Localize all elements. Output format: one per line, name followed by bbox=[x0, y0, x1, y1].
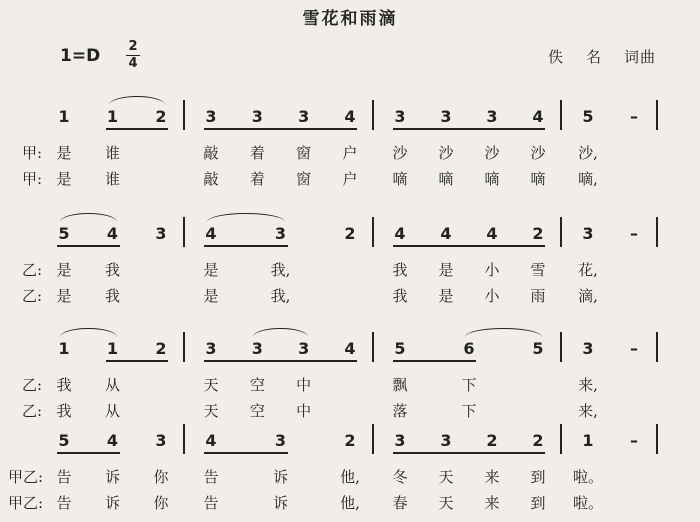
note: 5 bbox=[58, 431, 70, 450]
lyric-syllable: 是 bbox=[203, 261, 219, 279]
lyric-syllable: 敲 bbox=[203, 144, 219, 162]
lyric-syllable: 诉 bbox=[104, 468, 121, 486]
lyric-syllable: 沙, bbox=[578, 144, 598, 162]
note: 3 bbox=[394, 107, 406, 126]
note: 1 bbox=[582, 431, 594, 450]
note: 4 bbox=[205, 224, 217, 243]
lyric-syllable: 谁 bbox=[104, 170, 121, 188]
note: 3 bbox=[298, 339, 310, 358]
lyric-syllable: 是 bbox=[438, 261, 454, 279]
lyric-syllable: 户 bbox=[342, 170, 358, 188]
slur bbox=[60, 213, 117, 222]
lyric-syllable: 下 bbox=[461, 402, 477, 420]
lyric-syllable: 是 bbox=[203, 287, 219, 305]
note: 1 bbox=[106, 107, 119, 126]
note: 1 bbox=[58, 339, 70, 358]
lyric-syllable: 从 bbox=[104, 376, 121, 394]
time-signature-denominator: 4 bbox=[128, 56, 138, 71]
lyric-syllable: 是 bbox=[438, 287, 454, 305]
lyric-syllable: 我 bbox=[392, 287, 408, 305]
lyric-syllable: 我 bbox=[56, 402, 72, 420]
note: – bbox=[630, 224, 638, 243]
note: 1 bbox=[106, 339, 119, 358]
slur bbox=[253, 328, 307, 337]
note: 3 bbox=[582, 339, 594, 358]
lyric-syllable: 飘 bbox=[392, 376, 408, 394]
lyric-syllable: 告 bbox=[56, 468, 72, 486]
lyric-syllable: 沙 bbox=[392, 144, 408, 162]
lyric-syllable: 你 bbox=[153, 468, 169, 486]
note: 3 bbox=[274, 431, 287, 450]
credits bbox=[548, 46, 656, 67]
note: 3 bbox=[251, 107, 263, 126]
eighth-note-beam bbox=[57, 452, 120, 454]
lyric-speaker: 甲乙: bbox=[8, 494, 44, 512]
lyric-speaker: 乙: bbox=[22, 287, 43, 305]
lyric-syllable: 我 bbox=[104, 287, 121, 305]
lyric-syllable: 告 bbox=[203, 494, 219, 512]
note: 4 bbox=[106, 224, 119, 243]
slur bbox=[109, 96, 166, 105]
lyric-syllable: 嘀 bbox=[484, 170, 500, 188]
slur bbox=[207, 213, 285, 222]
lyric-syllable: 中 bbox=[296, 402, 312, 420]
eighth-note-beam bbox=[204, 245, 288, 247]
lyric-syllable: 沙 bbox=[530, 144, 546, 162]
note: 2 bbox=[344, 431, 356, 450]
note: 4 bbox=[486, 224, 498, 243]
lyric-syllable: 是 bbox=[56, 261, 72, 279]
note: 3 bbox=[205, 107, 217, 126]
lyric-speaker: 甲: bbox=[22, 144, 43, 162]
lyric-syllable: 我 bbox=[104, 261, 121, 279]
bar-line bbox=[372, 332, 374, 362]
lyric-syllable: 天 bbox=[438, 494, 454, 512]
lyric-syllable: 花, bbox=[578, 261, 598, 279]
lyric-syllable: 来, bbox=[578, 376, 598, 394]
note: 4 bbox=[205, 431, 217, 450]
time-signature-numerator: 2 bbox=[128, 39, 138, 54]
bar-line bbox=[183, 424, 185, 454]
lyric-syllable: 我, bbox=[270, 261, 291, 279]
note: 3 bbox=[274, 224, 287, 243]
lyric-syllable: 诉 bbox=[272, 494, 289, 512]
lyric-syllable: 我, bbox=[270, 287, 291, 305]
lyric-syllable: 着 bbox=[249, 170, 265, 188]
lyric-syllable: 到 bbox=[530, 494, 546, 512]
lyric-syllable: 来 bbox=[484, 468, 500, 486]
lyric-syllable: 是 bbox=[56, 144, 72, 162]
lyric-speaker: 乙: bbox=[22, 261, 43, 279]
lyric-syllable: 中 bbox=[296, 376, 312, 394]
lyric-syllable: 下 bbox=[461, 376, 477, 394]
lyric-syllable: 滴, bbox=[578, 287, 598, 305]
note: 4 bbox=[394, 224, 406, 243]
lyric-speaker: 乙: bbox=[22, 376, 43, 394]
lyric-syllable: 告 bbox=[203, 468, 219, 486]
note: – bbox=[630, 107, 638, 126]
lyric-syllable: 告 bbox=[56, 494, 72, 512]
lyric-syllable: 你 bbox=[153, 494, 169, 512]
lyric-syllable: 啦。 bbox=[572, 468, 604, 486]
note: 3 bbox=[155, 224, 167, 243]
eighth-note-beam bbox=[204, 360, 357, 362]
note: 6 bbox=[463, 339, 475, 358]
lyric-syllable: 我 bbox=[392, 261, 408, 279]
bar-line bbox=[560, 424, 562, 454]
lyric-syllable: 落 bbox=[392, 402, 408, 420]
lyric-syllable: 是 bbox=[56, 170, 72, 188]
note: 1 bbox=[58, 107, 70, 126]
lyric-syllable: 嘀 bbox=[438, 170, 454, 188]
lyric-speaker: 甲乙: bbox=[8, 468, 44, 486]
lyric-syllable: 空 bbox=[249, 376, 265, 394]
credit-role: 词曲 bbox=[624, 48, 657, 66]
bar-line bbox=[372, 100, 374, 130]
time-signature bbox=[126, 40, 140, 71]
bar-line bbox=[656, 332, 658, 362]
bar-line bbox=[183, 100, 185, 130]
eighth-note-beam bbox=[393, 245, 545, 247]
slur bbox=[465, 328, 542, 337]
lyric-syllable: 沙 bbox=[484, 144, 500, 162]
lyric-syllable: 来, bbox=[578, 402, 598, 420]
note: 5 bbox=[58, 224, 70, 243]
note: 2 bbox=[486, 431, 498, 450]
note: 3 bbox=[205, 339, 217, 358]
lyric-syllable: 冬 bbox=[392, 468, 408, 486]
lyric-syllable: 春 bbox=[392, 494, 408, 512]
credit-author-1: 佚 bbox=[548, 48, 565, 66]
bar-line bbox=[372, 217, 374, 247]
lyric-syllable: 沙 bbox=[438, 144, 454, 162]
lyric-syllable: 窗 bbox=[296, 170, 312, 188]
note: 5 bbox=[582, 107, 594, 126]
key-signature: 1=D bbox=[60, 46, 101, 66]
note: – bbox=[630, 431, 638, 450]
bar-line bbox=[183, 332, 185, 362]
lyric-syllable: 诉 bbox=[272, 468, 289, 486]
bar-line bbox=[656, 217, 658, 247]
note: 3 bbox=[486, 107, 498, 126]
eighth-note-beam bbox=[393, 128, 545, 130]
note: 3 bbox=[298, 107, 310, 126]
note: 3 bbox=[394, 431, 406, 450]
note: 4 bbox=[106, 431, 119, 450]
lyric-syllable: 嘀, bbox=[578, 170, 598, 188]
lyric-speaker: 甲: bbox=[22, 170, 43, 188]
note: 3 bbox=[155, 431, 167, 450]
lyric-syllable: 他, bbox=[340, 468, 360, 486]
lyric-speaker: 乙: bbox=[22, 402, 43, 420]
note: 3 bbox=[582, 224, 594, 243]
credit-author-2: 名 bbox=[586, 48, 603, 66]
lyric-syllable: 他, bbox=[340, 494, 360, 512]
lyric-syllable: 我 bbox=[56, 376, 72, 394]
lyric-syllable: 谁 bbox=[104, 144, 121, 162]
slur bbox=[60, 328, 117, 337]
note: 2 bbox=[155, 107, 167, 126]
lyric-syllable: 空 bbox=[249, 402, 265, 420]
note: 2 bbox=[532, 224, 544, 243]
bar-line bbox=[560, 100, 562, 130]
eighth-note-beam bbox=[106, 360, 169, 362]
note: 3 bbox=[440, 107, 452, 126]
note: 4 bbox=[532, 107, 544, 126]
eighth-note-beam bbox=[204, 128, 357, 130]
note: 2 bbox=[344, 224, 356, 243]
bar-line bbox=[560, 332, 562, 362]
note: 5 bbox=[532, 339, 544, 358]
eighth-note-beam bbox=[204, 452, 288, 454]
note: 5 bbox=[394, 339, 406, 358]
eighth-note-beam bbox=[393, 360, 476, 362]
lyric-syllable: 敲 bbox=[203, 170, 219, 188]
lyric-syllable: 嘀 bbox=[392, 170, 408, 188]
eighth-note-beam bbox=[57, 245, 120, 247]
note: 2 bbox=[155, 339, 167, 358]
lyric-syllable: 到 bbox=[530, 468, 546, 486]
bar-line bbox=[656, 424, 658, 454]
lyric-syllable: 着 bbox=[249, 144, 265, 162]
bar-line bbox=[372, 424, 374, 454]
lyric-syllable: 窗 bbox=[296, 144, 312, 162]
bar-line bbox=[656, 100, 658, 130]
lyric-syllable: 从 bbox=[104, 402, 121, 420]
lyric-syllable: 啦。 bbox=[572, 494, 604, 512]
lyric-syllable: 诉 bbox=[104, 494, 121, 512]
lyric-syllable: 来 bbox=[484, 494, 500, 512]
note: 2 bbox=[532, 431, 544, 450]
note: 3 bbox=[251, 339, 263, 358]
lyric-syllable: 雪 bbox=[530, 261, 546, 279]
lyric-syllable: 天 bbox=[438, 468, 454, 486]
song-title: 雪花和雨滴 bbox=[302, 9, 398, 29]
lyric-syllable: 嘀 bbox=[530, 170, 546, 188]
lyric-syllable: 雨 bbox=[530, 287, 546, 305]
eighth-note-beam bbox=[393, 452, 545, 454]
bar-line bbox=[560, 217, 562, 247]
lyric-syllable: 小 bbox=[484, 261, 500, 279]
bar-line bbox=[183, 217, 185, 247]
lyric-syllable: 天 bbox=[203, 376, 219, 394]
lyric-syllable: 户 bbox=[342, 144, 358, 162]
eighth-note-beam bbox=[106, 128, 169, 130]
lyric-syllable: 天 bbox=[203, 402, 219, 420]
note: 4 bbox=[344, 107, 356, 126]
note: 3 bbox=[440, 431, 452, 450]
note: 4 bbox=[344, 339, 356, 358]
note: – bbox=[630, 339, 638, 358]
lyric-syllable: 是 bbox=[56, 287, 72, 305]
lyric-syllable: 小 bbox=[484, 287, 500, 305]
note: 4 bbox=[440, 224, 452, 243]
